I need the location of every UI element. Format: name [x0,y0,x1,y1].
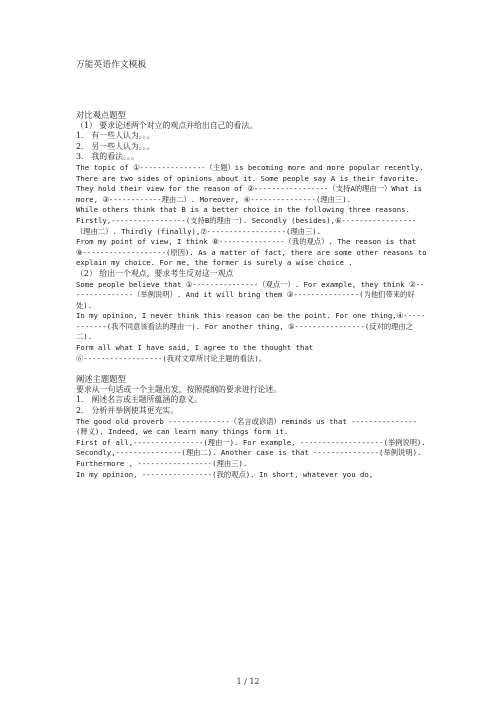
template-paragraph: The good old proverb --------------（名言或谚语）reminds us that ---------------(释义). Indeed, we can learn many things form it. [76,416,418,437]
template-paragraph: In my opinion, ----------------(我的观点). In short, whatever you do, [76,469,374,479]
template-paragraph: From my point of view, I think ⑧---------------（我的观点）. The reason is that ⑨-------------------(原因). As a matter of fact, there are some other reasons to explain my choice. For me, the former is surely a wise choice . [76,237,427,268]
template-closing-line: ⑥------------------(我对文章所讨论主题的看法)。 [76,353,267,363]
instruction-line: （2） 给出一个观点，要求考生反对这一观点 [76,268,234,278]
outline-item: 1． 阐述名言或主题所蕴涵的意义。 [76,395,202,405]
instruction-line: 要求从一句话或一个主题出发，按照提纲的要求进行论述。 [76,384,282,394]
document-body [76,110,428,480]
section-title-contrast: 对比观点题型 [76,110,126,120]
outline-item: 1． 有一些人认为。。。 [76,131,155,141]
template-paragraph: In my opinion, I never think this reason can be the point. For one thing,④------------(我不同意该看法的理由一). For another thing, ⑤----------------(反对的理由之二). [76,311,426,342]
page-number: 1 / 12 [236,677,260,686]
template-paragraph: Some people believe that ①---------------（观点一）. For example, they think ②---------------（举例说明）. And it will bring them ③---------------(为他们带来的好处). [76,279,425,310]
document-header: 万能英语作文模板 [76,60,147,70]
outline-item: 2． 分析并举例使其更充实。 [76,406,179,416]
template-paragraph: The topic of ①---------------（主题）is becoming more and more popular recently. There are two sides of opinions about it. Some people say A is their favorite. They hold their view for the reason of ②-----------------（支持A的理由一）What is more, ③------------理由二）. Moreover, ④---------------(理由三). [76,162,424,204]
instruction-line: （1） 要求论述两个对立的观点并给出自己的看法。 [76,120,258,130]
outline-item: 3． 我的看法。。。 [76,152,139,162]
template-paragraph: While others think that B is a better choice in the following three reasons. Firstly,-----------------(支持B的理由一). Secondly (besides),⑥-----------------（理由二）. Thirdly (finally),⑦------------------(理由三). [76,205,417,236]
template-closing-line: Form all what I have said, I agree to the thought that [76,343,314,353]
section-title-theme: 阐述主题题型 [76,374,126,385]
template-paragraph: First of all,----------------(理由一). For example, -------------------(举例说明). Secondly,---------------(理由二). Another case is that ---------------(举例说明). Furthermore , -----------------(理由三). [76,437,426,468]
outline-item: 2． 另一些人认为。。。 [76,141,155,151]
